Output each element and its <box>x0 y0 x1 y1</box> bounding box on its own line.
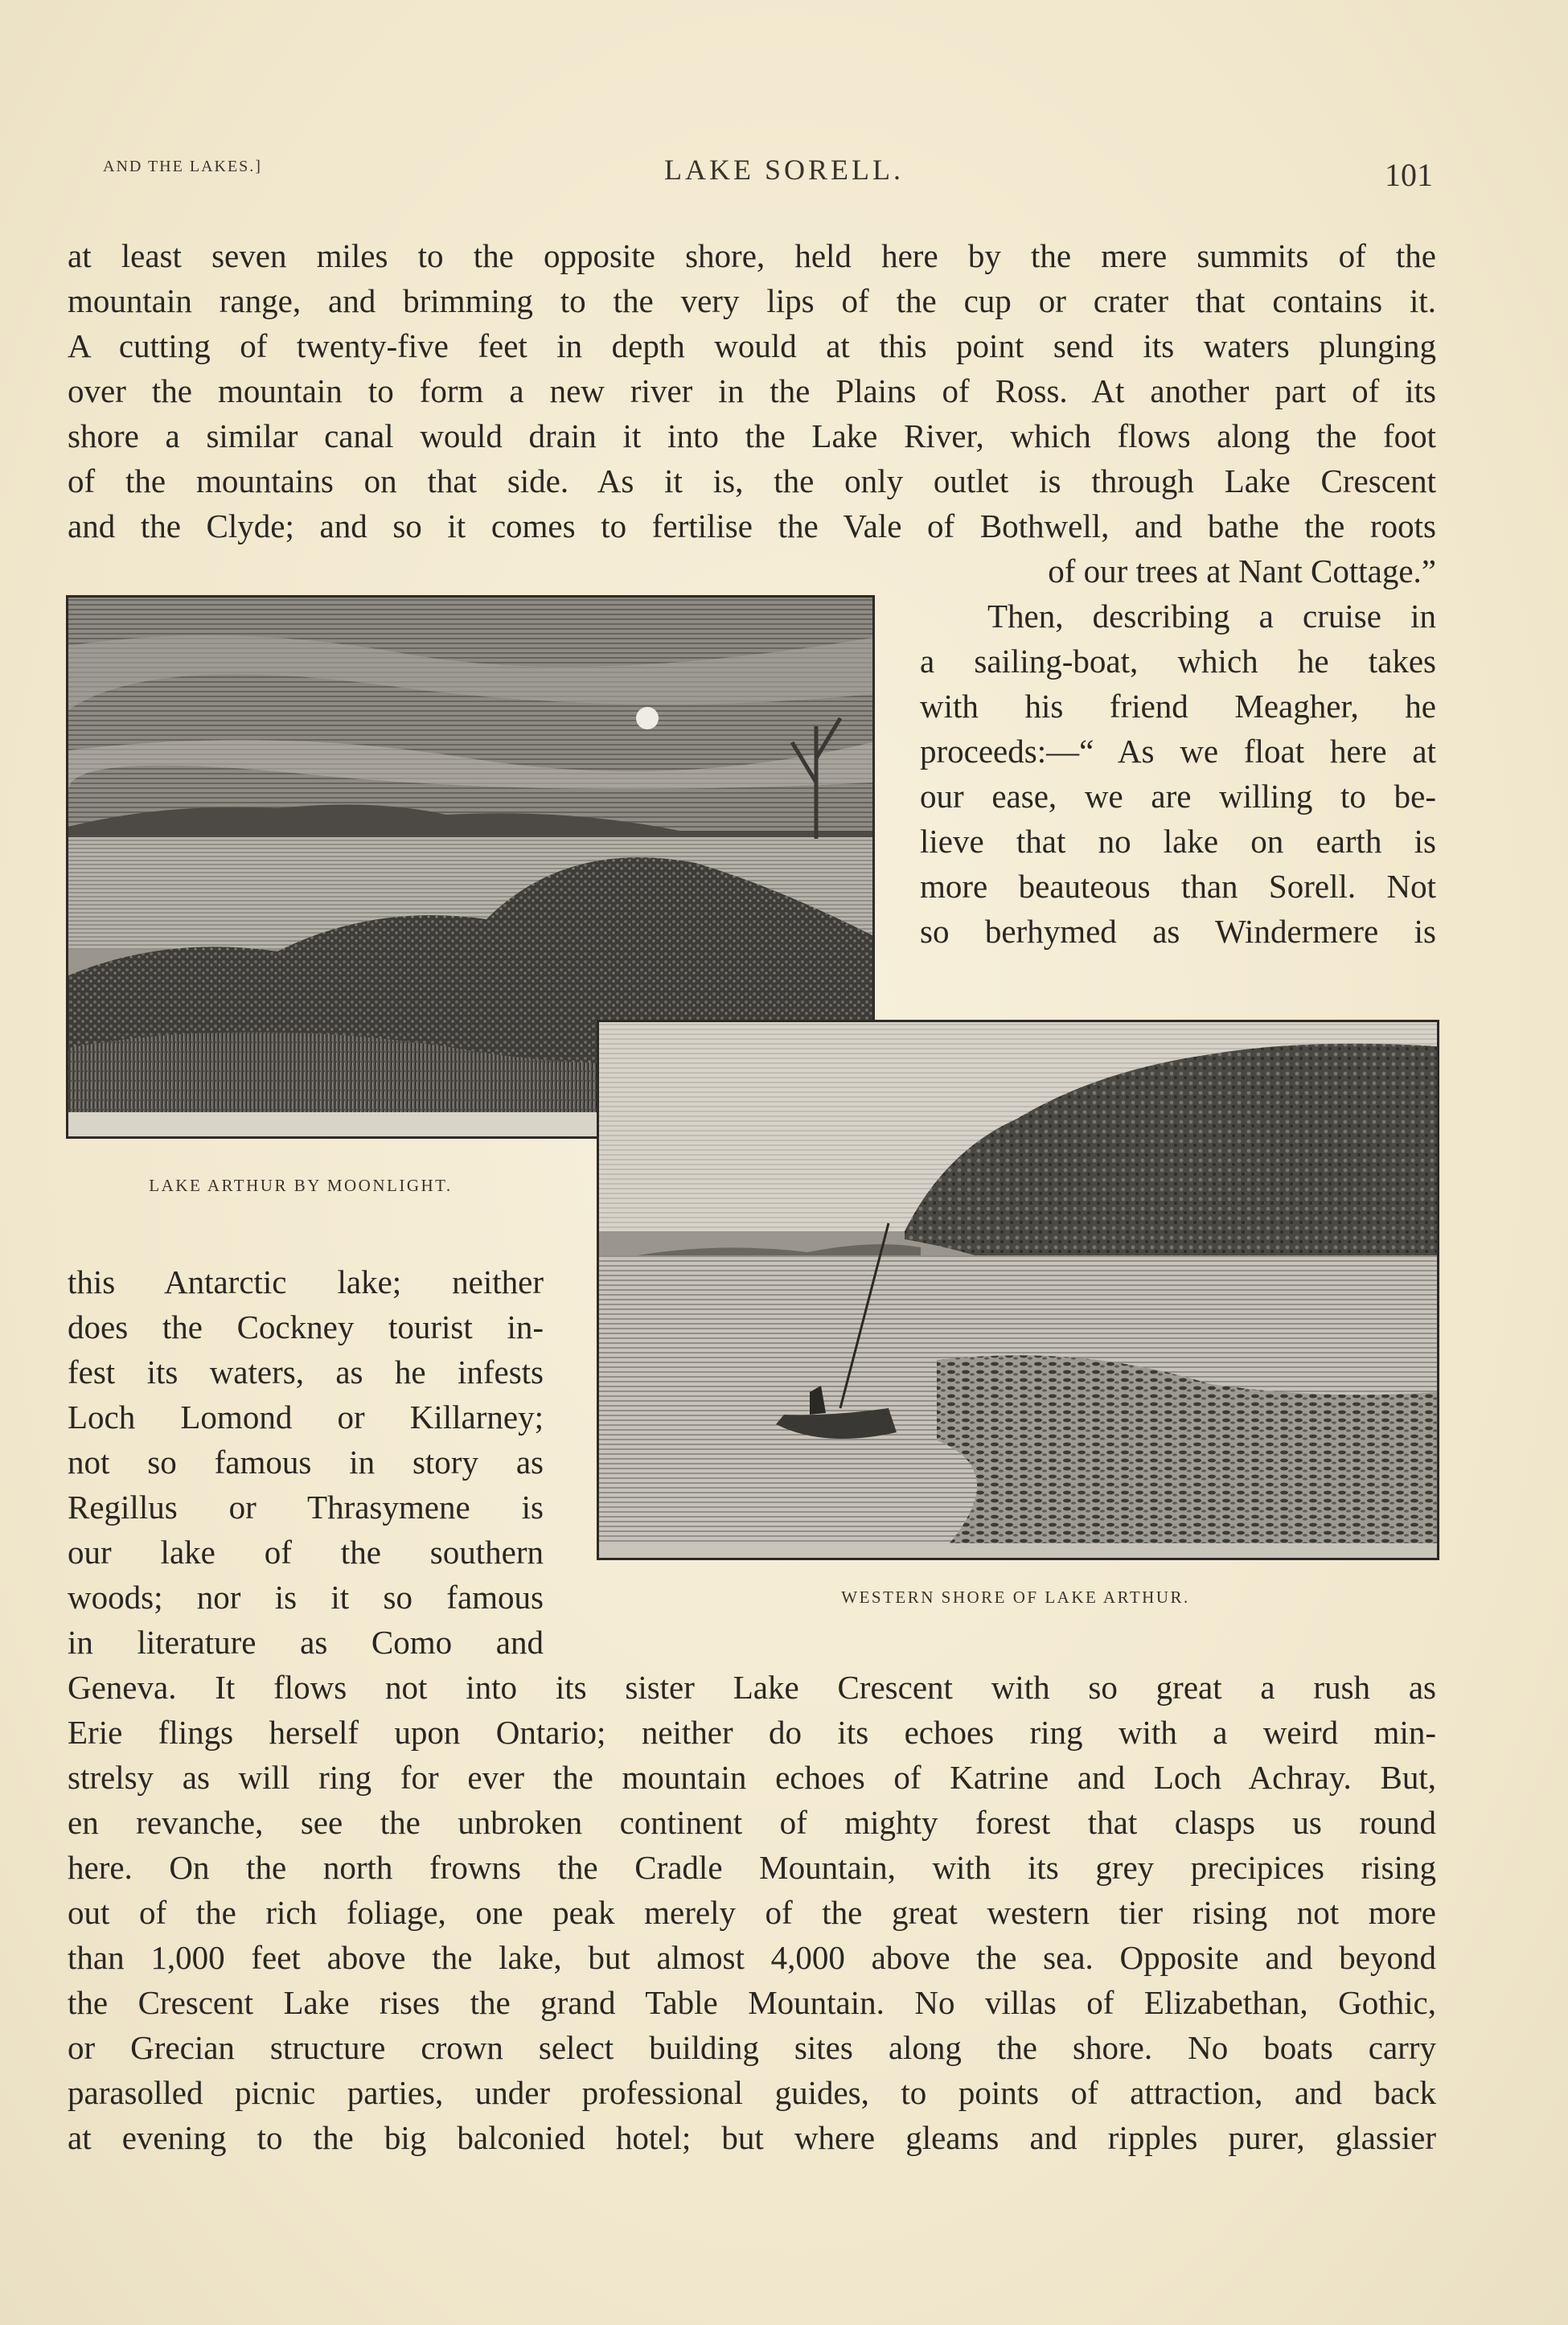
page-number: 101 <box>1385 157 1433 193</box>
text-line: our lake of the southern <box>68 1534 544 1571</box>
text-line: of our trees at Nant Cottage.” <box>1048 552 1436 589</box>
text-line: lieve that no lake on earth is <box>920 823 1436 860</box>
text-line: Regillus or Thrasymene is <box>68 1489 544 1526</box>
text-line: A cutting of twenty-five feet in depth would at this point send its waters plunging <box>68 327 1436 364</box>
running-title: LAKE SORELL. <box>664 154 904 186</box>
caption-western-shore: WESTERN SHORE OF LAKE ARTHUR. <box>841 1588 1190 1607</box>
caption-moonlight: LAKE ARTHUR BY MOONLIGHT. <box>149 1176 453 1195</box>
text-line: woods; nor is it so famous <box>68 1579 544 1616</box>
text-line: en revanche, see the unbroken continent of mighty forest that clasps us round <box>68 1804 1436 1841</box>
text-line: parasolled picnic parties, under professional guides, to points of attraction, and back <box>68 2074 1436 2111</box>
text-line: a sailing-boat, which he takes <box>920 643 1436 680</box>
text-line: with his friend Meagher, he <box>920 688 1436 725</box>
text-line: Geneva. It flows not into its sister Lake Crescent with so great a rush as <box>68 1669 1436 1706</box>
western-shore-illustration <box>599 1022 1437 1558</box>
text-line: does the Cockney tourist in- <box>68 1308 544 1345</box>
text-line: Then, describing a cruise in <box>987 598 1436 635</box>
running-head-left: AND THE LAKES.] <box>103 158 262 175</box>
text-line: our ease, we are willing to be- <box>920 778 1436 815</box>
engraving-western-shore <box>597 1020 1439 1560</box>
text-line: more beauteous than Sorell. Not <box>920 868 1436 905</box>
text-line: this Antarctic lake; neither <box>68 1263 544 1300</box>
text-line: not so famous in story as <box>68 1444 544 1481</box>
text-line: the Crescent Lake rises the grand Table Mountain. No villas of Elizabethan, Gothic, <box>68 1984 1436 2021</box>
text-line: here. On the north frowns the Cradle Mountain, with its grey precipices rising <box>68 1849 1436 1886</box>
text-line: shore a similar canal would drain it into the Lake River, which flows along the foot <box>68 417 1436 454</box>
text-line: or Grecian structure crown select building sites along the shore. No boats carry <box>68 2029 1436 2066</box>
text-line: of the mountains on that side. As it is, the only outlet is through Lake Crescent <box>68 462 1436 499</box>
text-line: over the mountain to form a new river in the Plains of Ross. At another part of its <box>68 372 1436 409</box>
text-line: Erie flings herself upon Ontario; neither do its echoes ring with a weird min- <box>68 1714 1436 1751</box>
text-line: Loch Lomond or Killarney; <box>68 1399 544 1436</box>
text-line: than 1,000 feet above the lake, but almost 4,000 above the sea. Opposite and beyond <box>68 1939 1436 1976</box>
text-line: strelsy as will ring for ever the mountain echoes of Katrine and Loch Achray. But, <box>68 1759 1436 1796</box>
text-line: in literature as Como and <box>68 1624 544 1661</box>
text-line: at evening to the big balconied hotel; but where gleams and ripples purer, glassier <box>68 2119 1436 2156</box>
text-line: fest its waters, as he infests <box>68 1354 544 1390</box>
text-line: out of the rich foliage, one peak merely of the great western tier rising not more <box>68 1894 1436 1931</box>
text-line: and the Clyde; and so it comes to fertilise the Vale of Bothwell, and bathe the roots <box>68 507 1436 544</box>
page-header <box>0 154 1568 206</box>
text-line: at least seven miles to the opposite shore, held here by the mere summits of the <box>68 237 1436 274</box>
text-line: so berhymed as Windermere is <box>920 913 1436 950</box>
text-line: mountain range, and brimming to the very lips of the cup or crater that contains it. <box>68 282 1436 319</box>
moon-icon <box>636 707 659 729</box>
text-line: proceeds:—“ As we float here at <box>920 733 1436 770</box>
